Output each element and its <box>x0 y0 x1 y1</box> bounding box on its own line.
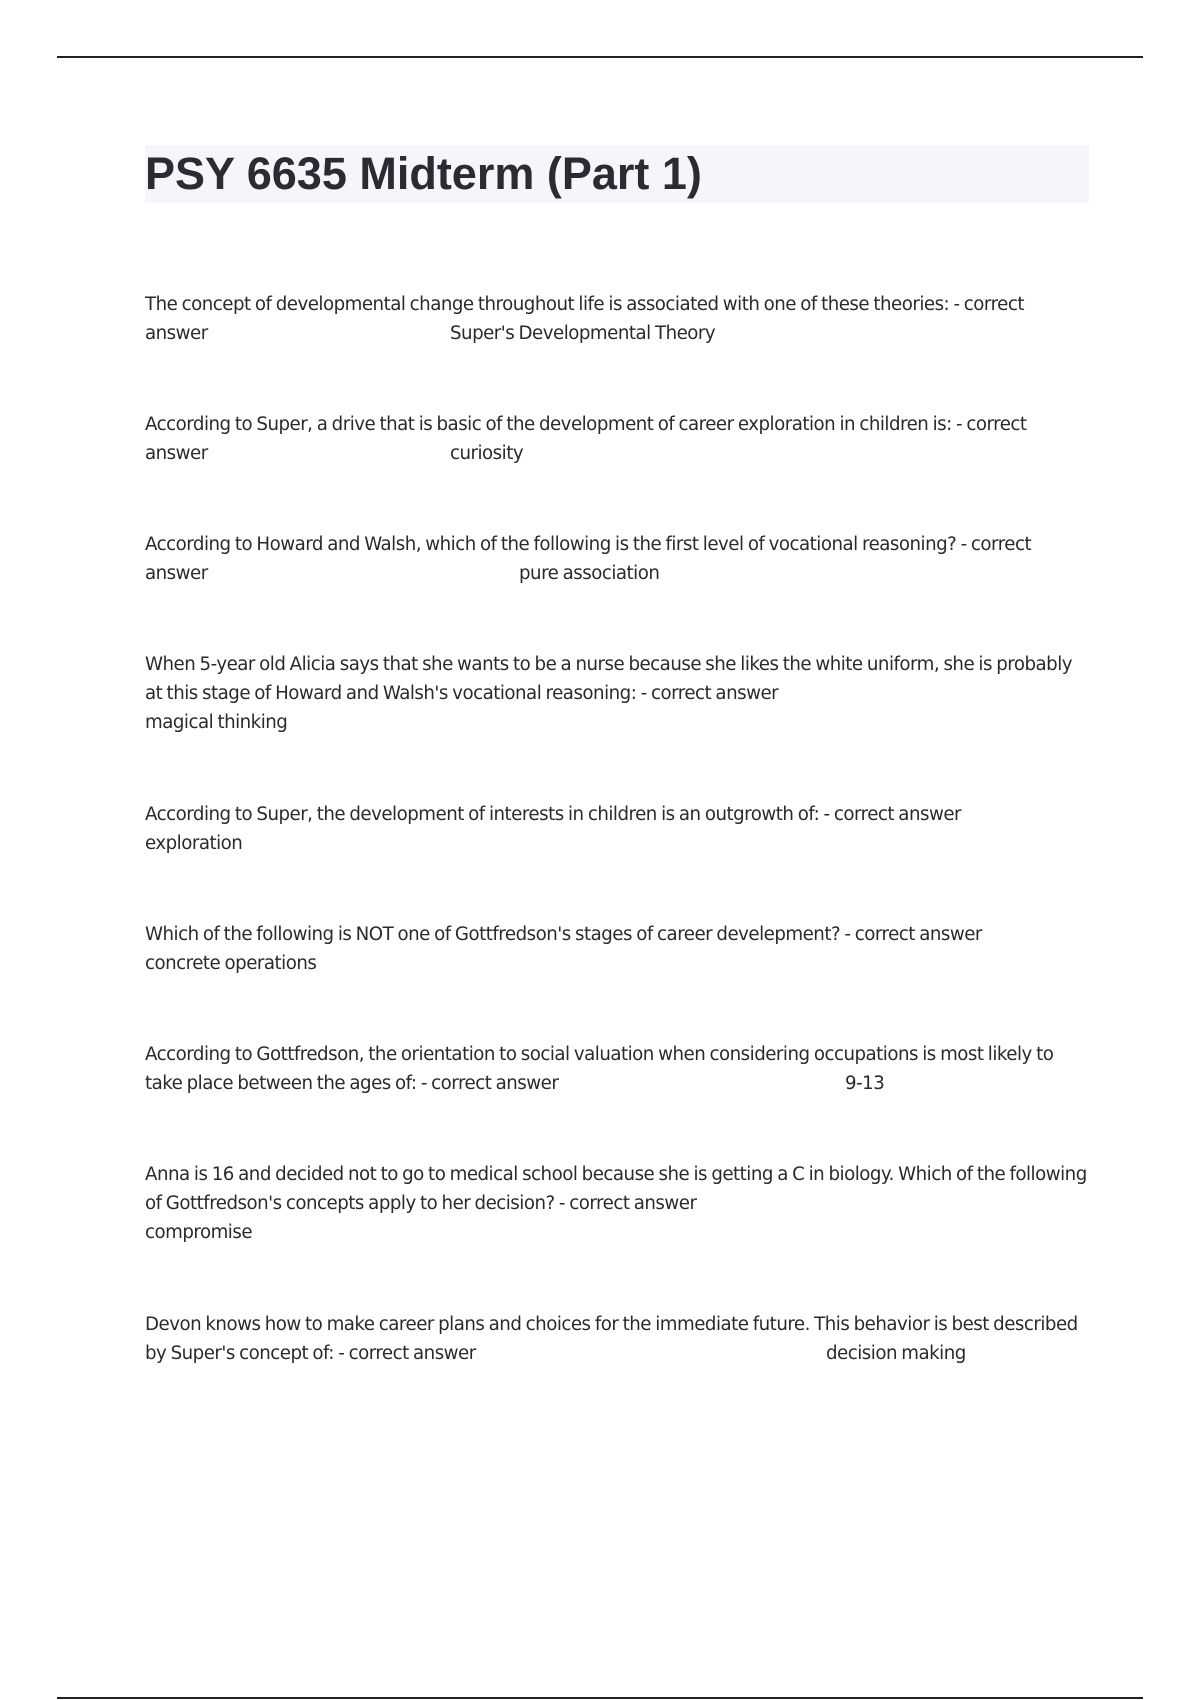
question-text: The concept of developmental change throughout life is associated with one of these theories: - correct answer <box>145 294 1024 344</box>
answer-text: pure association <box>519 563 660 584</box>
qa-item-2 <box>145 410 1090 468</box>
answer-text: 9-13 <box>845 1073 885 1094</box>
question-text: According to Super, the development of interests in children is an outgrowth of: - correct answer <box>145 804 961 825</box>
question-text: Which of the following is NOT one of Gottfredson's stages of career develepment? - correct answer <box>145 924 982 945</box>
question-text: According to Howard and Walsh, which of the following is the first level of vocational reasoning? - correct answer <box>145 534 1032 584</box>
qa-item-4 <box>145 650 1090 737</box>
answer-text: exploration <box>145 833 243 854</box>
question-text: Anna is 16 and decided not to go to medical school because she is getting a C in biology. Which of the following of Gottfredson's concepts apply to her decision? - correct answer <box>145 1164 1087 1214</box>
qa-item-9 <box>145 1310 1090 1368</box>
answer-text: concrete operations <box>145 953 317 974</box>
answer-text: curiosity <box>450 443 524 464</box>
page-title: PSY 6635 Midterm (Part 1) <box>145 148 702 199</box>
qa-item-7 <box>145 1040 1090 1098</box>
qa-item-6 <box>145 920 1090 978</box>
bottom-rule <box>57 1697 1143 1699</box>
top-rule <box>57 56 1143 58</box>
question-text: According to Super, a drive that is basic of the development of career exploration in children is: - correct answer <box>145 414 1027 464</box>
question-text: When 5-year old Alicia says that she wants to be a nurse because she likes the white uniform, she is probably at this stage of Howard and Walsh's vocational reasoning: - correct answer <box>145 654 1073 704</box>
question-text: Devon knows how to make career plans and choices for the immediate future. This behavior is best described by Super's concept of: - correct answer <box>145 1314 1078 1364</box>
answer-text: magical thinking <box>145 712 288 733</box>
qa-item-8 <box>145 1160 1090 1247</box>
qa-item-3 <box>145 530 1090 588</box>
qa-item-1 <box>145 290 1090 348</box>
answer-text: Super's Developmental Theory <box>450 323 716 344</box>
answer-text: decision making <box>826 1343 966 1364</box>
answer-text: compromise <box>145 1222 253 1243</box>
question-text: According to Gottfredson, the orientation to social valuation when considering occupations is most likely to take place between the ages of: - correct answer <box>145 1044 1054 1094</box>
qa-item-5 <box>145 800 1090 858</box>
